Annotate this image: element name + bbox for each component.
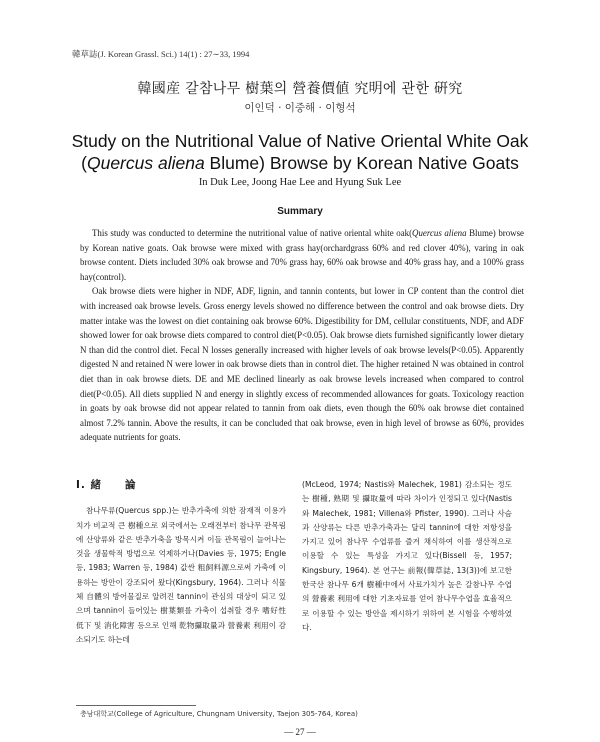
intro-paragraph-right: (McLeod, 1974; Nastis와 Malechek, 1981) 감소되는 정도는 樹種, 熟期 및 攝取量에 따라 차이가 인정되고 있다(Nastis와 Malechek, 1981; Villena와 Pfister, 1990). 그러나 사슴과 산양류는 다른 반추가축과는 달리 tannin에 대한 저항성을 가지고 있어 참나무 수엽류를 즐겨 채식하여 이를 생산적으로 이용할 수 있는 특성을 가지고 있다(Bissell 등, 1957; Kingsbury, 1964). 본 연구는 前報(韓草誌, 13(3))에 보고한 한국산 참나무 6개 樹種中에서 사료가치가 높은 갈참나무 수엽의 營養素 利用에 대한 기초자료를 얻어 참나무수엽을 효율적으로 이용할 수 있는 방안을 제시하기 위하여 본 시험을 수행하였다. <box>302 480 512 632</box>
title-rest: Blume) Browse by Korean Native Goats <box>204 153 519 173</box>
section-heading: Ⅰ. 緒 論 <box>76 479 137 491</box>
summary-heading: Summary <box>277 206 323 217</box>
affiliation-footnote: 충남대학교(College of Agriculture, Chungnam University, Taejon 305-764, Korea) <box>80 710 358 718</box>
summary-p1-end: Blume) browse by Korean native goats. Oak browse were mixed with grass hay(orchardgrass 60% and red clover 40%), varing in oak browse content. Diets included 30% oak browse and 70% grass hay, 60% oak browse and 40% grass hay, and a 100% grass hay(control). <box>80 228 524 282</box>
korean-authors: 이인덕 · 이중해 · 이형석 <box>244 102 356 114</box>
footnote-rule <box>76 705 196 706</box>
species-name: Quercus aliena <box>86 153 205 173</box>
english-title-line1: Study on the Nutritional Value of Native Oriental White Oak <box>71 131 529 151</box>
title-paren: ( <box>81 153 87 173</box>
summary-body <box>80 226 524 445</box>
korean-title: 韓國産 갈참나무 樹葉의 營養價値 究明에 관한 硏究 <box>137 81 463 97</box>
intro-right-column <box>302 478 512 635</box>
english-authors: In Duk Lee, Joong Hae Lee and Hyung Suk Lee <box>198 177 402 188</box>
english-title <box>0 130 600 174</box>
intro-paragraph-left: 참나무류(Quercus spp.)는 반추가축에 의한 잠재적 이용가치가 비교적 큰 樹種으로 외국에서는 오래전부터 참나무 관목림에 산양류와 같은 반추가축을 방목시켜 이들 관목림이 늘어나는 것을 생물학적 방법으로 억제하거나(Davies 등, 1975; Engle 등, 1983; Warren 등, 1984) 값싼 粗飼料源으로써 가축에 이용하는 방안이 강조되어 왔다(Kingsbury, 1964). 그러나 식물체 自體의 방어물질로 알려진 tannin이 관심의 대상이 되고 있으며 tannin이 들어있는 樹葉類를 가축이 섭취할 경우 嗜好性低下 및 消化障害 등으로 인해 乾物攝取量과 營養素 利用이 감소되기도 하는데 <box>76 506 286 644</box>
page-number: — 27 — <box>284 727 316 737</box>
intro-left-column <box>76 478 286 647</box>
summary-species: Quercus aliena <box>412 228 467 238</box>
journal-reference: 韓草誌(J. Korean Grassl. Sci.) 14(1) : 27∼33, 1994 <box>72 49 250 59</box>
english-title-line2 <box>0 152 600 174</box>
summary-p1-start: This study was conducted to determine the nutritional value of native oriental white oak( <box>92 228 413 238</box>
summary-paragraph-2: Oak browse diets were higher in NDF, ADF, lignin, and tannin contents, but lower in CP content than the control diet with increased oak browse levels. Gross energy levels showed no difference between the control and oak browse diets. Dry matter intake was the lowest on diet containing oak browse 60%. Digestibility for DM, cellular constituents, NDF, and ADF showed lower for oak browse diets compared to control diet(P<0.05). Oak browse diets furnished significantly lower dietary N than did the control diet. Fecal N losses generally increased with higher levels of oak browse levels(P<0.05). Apparently digested N and retained N were lower in oak browse diets than in control diet. The higher retained N was obtained in control diet than in oak browse diets. DE and ME declined linearly as oak browse levels increased when compared to control diet(P<0.05). All diets supplied N and energy in slightly excess of recommended allowances for goats. Toxicology reaction in goats by oak browse did not appear related to tannin from oak diets, even though the 60% oak browse diet contained almost 7.2% tannin. Above the results, it can be concluded that oak browse, even in high level of browse as 60%, provides adequate nutrients for goats. <box>80 286 524 443</box>
summary-paragraph-1 <box>80 226 524 284</box>
